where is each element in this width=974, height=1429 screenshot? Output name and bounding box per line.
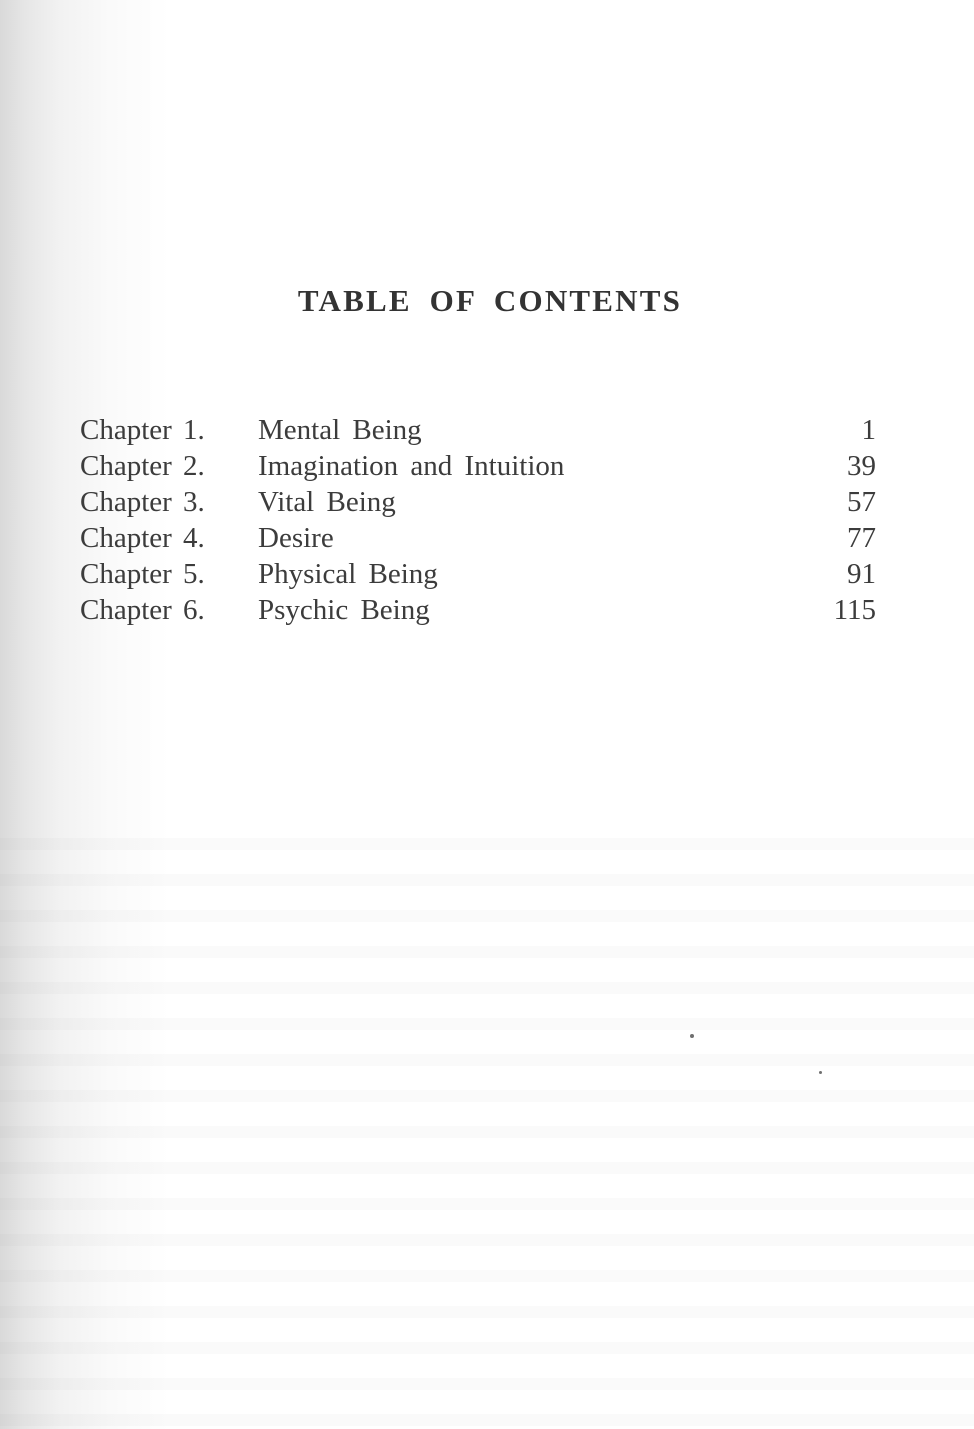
chapter-title: Desire (258, 522, 334, 554)
chapter-title: Psychic Being (258, 594, 430, 626)
toc-entry (80, 556, 876, 592)
toc-entry (80, 592, 876, 628)
page-number: 39 (847, 450, 876, 482)
chapter-title: Imagination and Intuition (258, 450, 565, 482)
paper-speck (690, 1034, 694, 1038)
toc-entry (80, 484, 876, 520)
page-title: TABLE OF CONTENTS (297, 283, 683, 318)
page-number: 115 (833, 594, 876, 626)
chapter-number: Chapter 4. (80, 522, 205, 554)
chapter-number: Chapter 3. (80, 486, 205, 518)
chapter-title: Physical Being (258, 558, 438, 590)
page-number: 57 (847, 486, 876, 518)
toc-entry (80, 448, 876, 484)
chapter-number: Chapter 5. (80, 558, 205, 590)
chapter-number: Chapter 1. (80, 414, 205, 446)
toc-entry (80, 412, 876, 448)
chapter-title: Vital Being (258, 486, 396, 518)
page-number: 77 (847, 522, 876, 554)
chapter-title: Mental Being (258, 414, 422, 446)
chapter-number: Chapter 6. (80, 594, 205, 626)
toc-entry (80, 520, 876, 556)
toc-list (80, 412, 876, 628)
paper-speck (819, 1071, 822, 1074)
page-number: 1 (861, 414, 876, 446)
page-number: 91 (847, 558, 876, 590)
chapter-number: Chapter 2. (80, 450, 205, 482)
